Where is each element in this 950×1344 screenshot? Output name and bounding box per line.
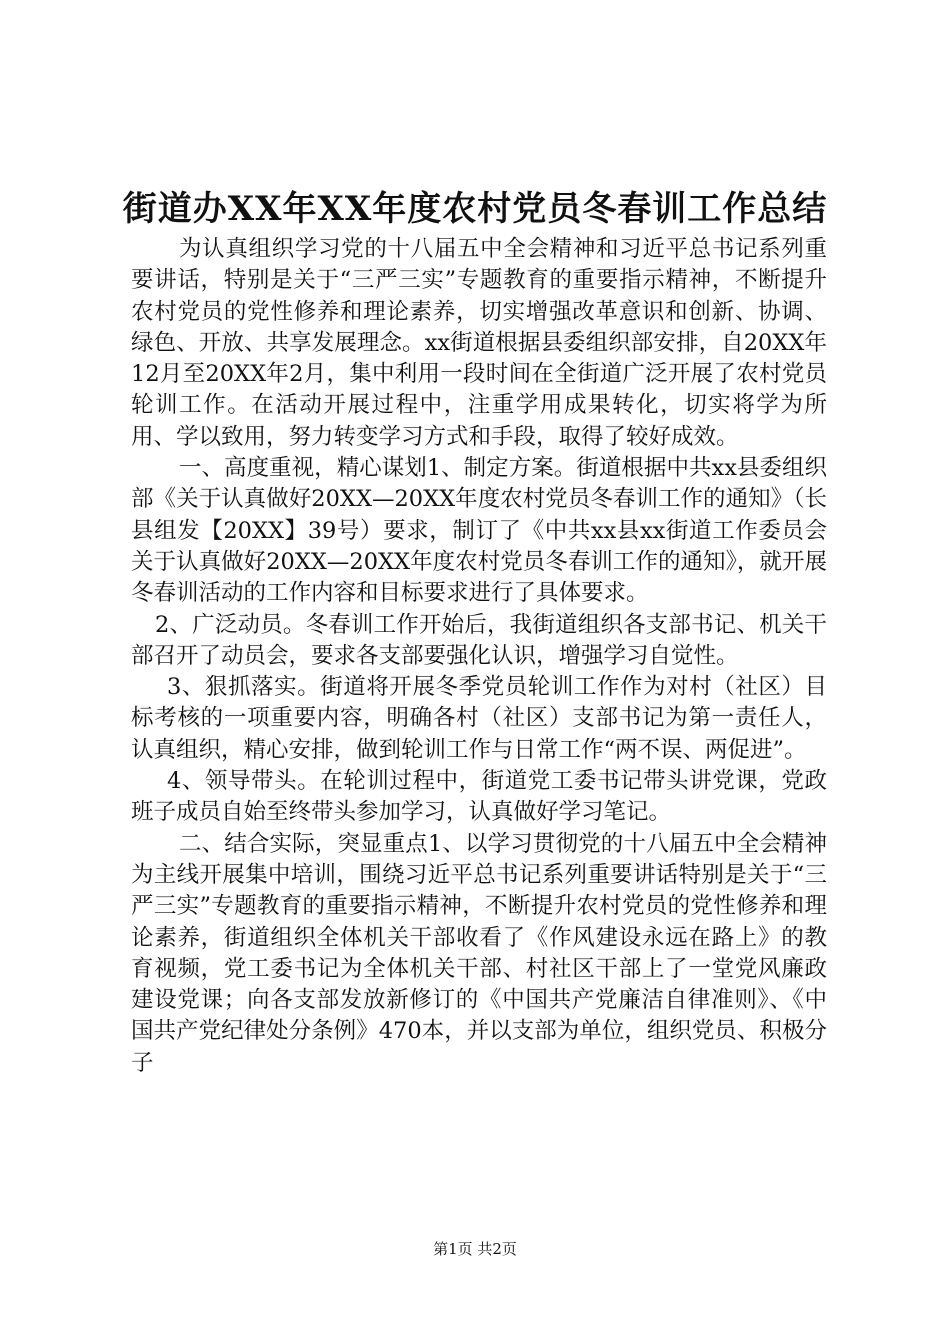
paragraph-section-1: 一、高度重视，精心谋划1、制定方案。街道根据中共xx县委组织部《关于认真做好20XX—20XX年度农村党员冬春训工作的通知》（长县组发【20XX】39号）要求，制订了《中共xx县xx街道工作委员会关于认真做好20XX—20XX年度农村党员冬春训工作的通知》，就开展冬春训活动的工作内容和目标要求进行了具体要求。 <box>131 455 827 607</box>
paragraph-intro: 为认真组织学习党的十八届五中全会精神和习近平总书记系列重要讲话，特别是关于“三严三实”专题教育的重要指示精神，不断提升农村党员的党性修养和理论素养，切实增强改革意识和创新、协调、绿色、开放、共享发展理念。xx街道根据县委组织部安排，自20XX年12月至20XX年2月，集中利用一段时间在全街道广泛开展了农村党员轮训工作。在活动开展过程中，注重学用成果转化，切实将学为所用、学以致用，努力转变学习方式和手段，取得了较好成效。 <box>131 236 827 450</box>
paragraph-item-2: 2、广泛动员。冬春训工作开始后，我街道组织各支部书记、机关干部召开了动员会，要求各支部要强化认识，增强学习自觉性。 <box>131 611 827 669</box>
page-number: 第1页 共2页 <box>433 1240 517 1258</box>
paragraph-item-4: 4、领导带头。在轮训过程中，街道党工委书记带头讲党课，党政班子成员自始至终带头参加学习，认真做好学习笔记。 <box>131 768 827 826</box>
document-body <box>131 234 827 1079</box>
paragraph-item-3: 3、狠抓落实。街道将开展冬季党员轮训工作作为对村（社区）目标考核的一项重要内容，明确各村（社区）支部书记为第一责任人，认真组织，精心安排，做到轮训工作与日常工作“两不误、两促进”。 <box>131 674 827 763</box>
document-title: 街道办XX年XX年度农村党员冬春训工作总结 <box>122 189 828 229</box>
paragraph-section-2: 二、结合实际，突显重点1、以学习贯彻党的十八届五中全会精神为主线开展集中培训，围绕习近平总书记系列重要讲话特别是关于“三严三实”专题教育的重要指示精神，不断提升农村党员的党性修养和理论素养，街道组织全体机关干部收看了《作风建设永远在路上》的教育视频，党工委书记为全体机关干部、村社区干部上了一堂党风廉政建设党课；向各支部发放新修订的《中国共产党廉洁自律准则》、《中国共产党纪律处分条例》470本，并以支部为单位，组织党员、积极分子 <box>131 830 827 1076</box>
